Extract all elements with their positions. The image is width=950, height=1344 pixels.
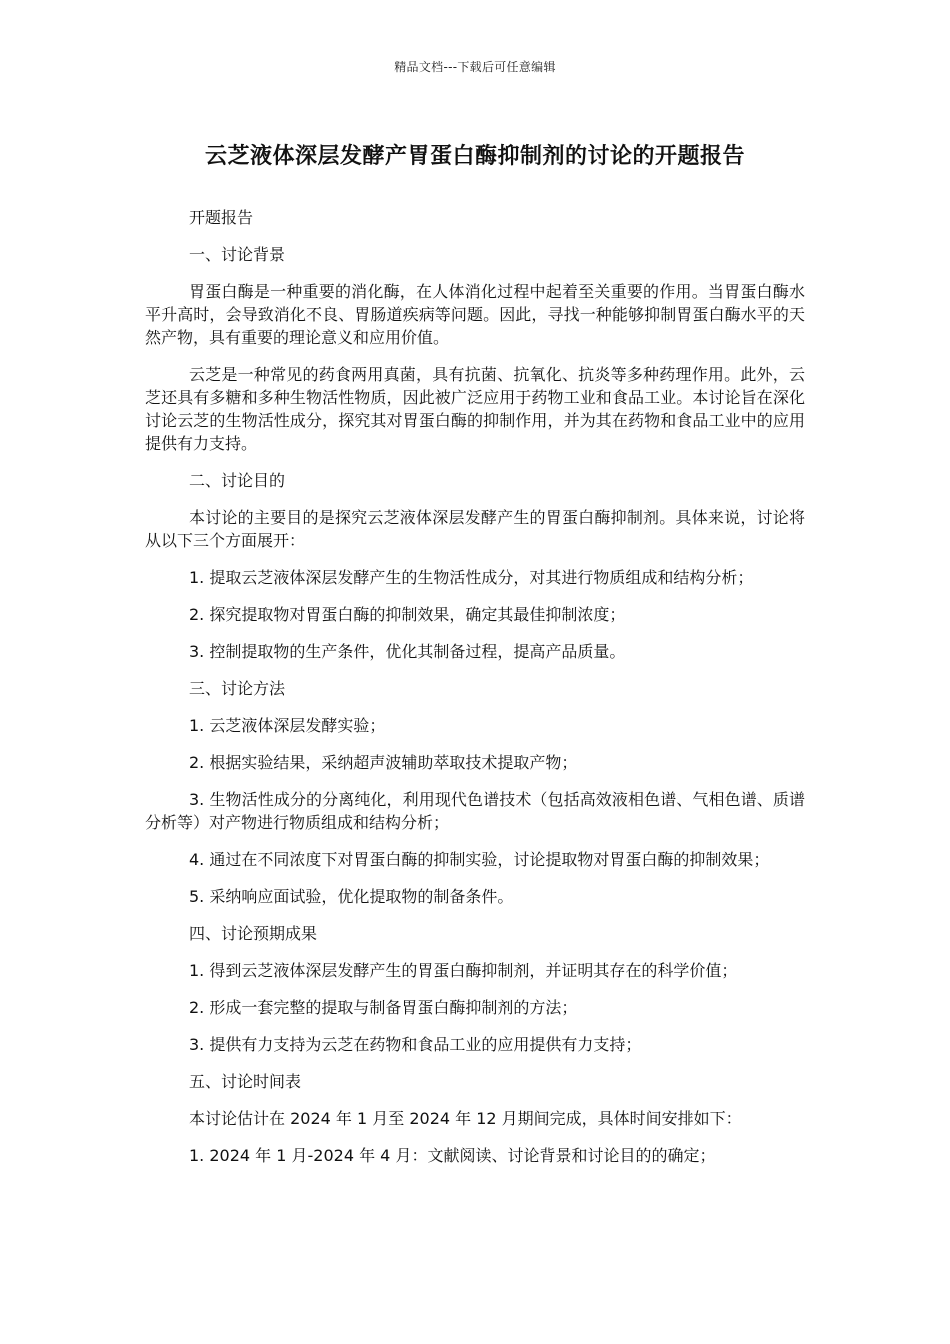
section-heading-background: 一、讨论背景 [189, 245, 286, 264]
paragraph-background-2: 云芝是一种常见的药食两用真菌，具有抗菌、抗氧化、抗炎等多种药理作用。此外，云芝还具有多糖和多种生物活性物质，因此被广泛应用于药物工业和食品工业。本讨论旨在深化讨论云芝的生物活性成分，探究其对胃蛋白酶的抑制作用，并为其在药物和食品工业中的应用提供有力支持。 [145, 365, 805, 453]
list-item-outcome-3: 3. 提供有力支持为云芝在药物和食品工业的应用提供有力支持； [189, 1035, 642, 1054]
document-body [145, 206, 805, 1167]
section-heading-outcomes: 四、讨论预期成果 [189, 924, 318, 943]
paragraph-purpose: 本讨论的主要目的是探究云芝液体深层发酵产生的胃蛋白酶抑制剂。具体来说，讨论将从以下三个方面展开： [145, 508, 805, 550]
list-item-purpose-1: 1. 提取云芝液体深层发酵产生的生物活性成分，对其进行物质组成和结构分析； [189, 568, 754, 587]
list-item-method-1: 1. 云芝液体深层发酵实验； [189, 716, 386, 735]
list-item-method-3: 3. 生物活性成分的分离纯化，利用现代色谱技术（包括高效液相色谱、气相色谱、质谱分析等）对产物进行物质组成和结构分析； [145, 790, 805, 832]
list-item-outcome-1: 1. 得到云芝液体深层发酵产生的胃蛋白酶抑制剂，并证明其存在的科学价值； [189, 961, 738, 980]
list-item-method-4: 4. 通过在不同浓度下对胃蛋白酶的抑制实验，讨论提取物对胃蛋白酶的抑制效果； [189, 850, 770, 869]
list-item-purpose-2: 2. 探究提取物对胃蛋白酶的抑制效果，确定其最佳抑制浓度； [189, 605, 626, 624]
label-report: 开题报告 [189, 208, 254, 227]
document-title: 云芝液体深层发酵产胃蛋白酶抑制剂的讨论的开题报告 [204, 144, 745, 169]
page-header: 精品文档---下载后可任意编辑 [394, 60, 556, 74]
list-item-schedule-1: 1. 2024 年 1 月-2024 年 4 月：文献阅读、讨论背景和讨论目的的确定； [189, 1146, 716, 1165]
section-heading-methods: 三、讨论方法 [189, 679, 286, 698]
paragraph-schedule: 本讨论估计在 2024 年 1 月至 2024 年 12 月期间完成，具体时间安排如下： [189, 1109, 742, 1128]
list-item-outcome-2: 2. 形成一套完整的提取与制备胃蛋白酶抑制剂的方法； [189, 998, 578, 1017]
section-heading-purpose: 二、讨论目的 [189, 471, 286, 490]
paragraph-background-1: 胃蛋白酶是一种重要的消化酶，在人体消化过程中起着至关重要的作用。当胃蛋白酶水平升高时，会导致消化不良、胃肠道疾病等问题。因此，寻找一种能够抑制胃蛋白酶水平的天然产物，具有重要的理论意义和应用价值。 [145, 282, 805, 347]
list-item-method-5: 5. 采纳响应面试验，优化提取物的制备条件。 [189, 887, 514, 906]
list-item-method-2: 2. 根据实验结果，采纳超声波辅助萃取技术提取产物； [189, 753, 578, 772]
list-item-purpose-3: 3. 控制提取物的生产条件，优化其制备过程，提高产品质量。 [189, 642, 626, 661]
section-heading-schedule: 五、讨论时间表 [189, 1072, 302, 1091]
